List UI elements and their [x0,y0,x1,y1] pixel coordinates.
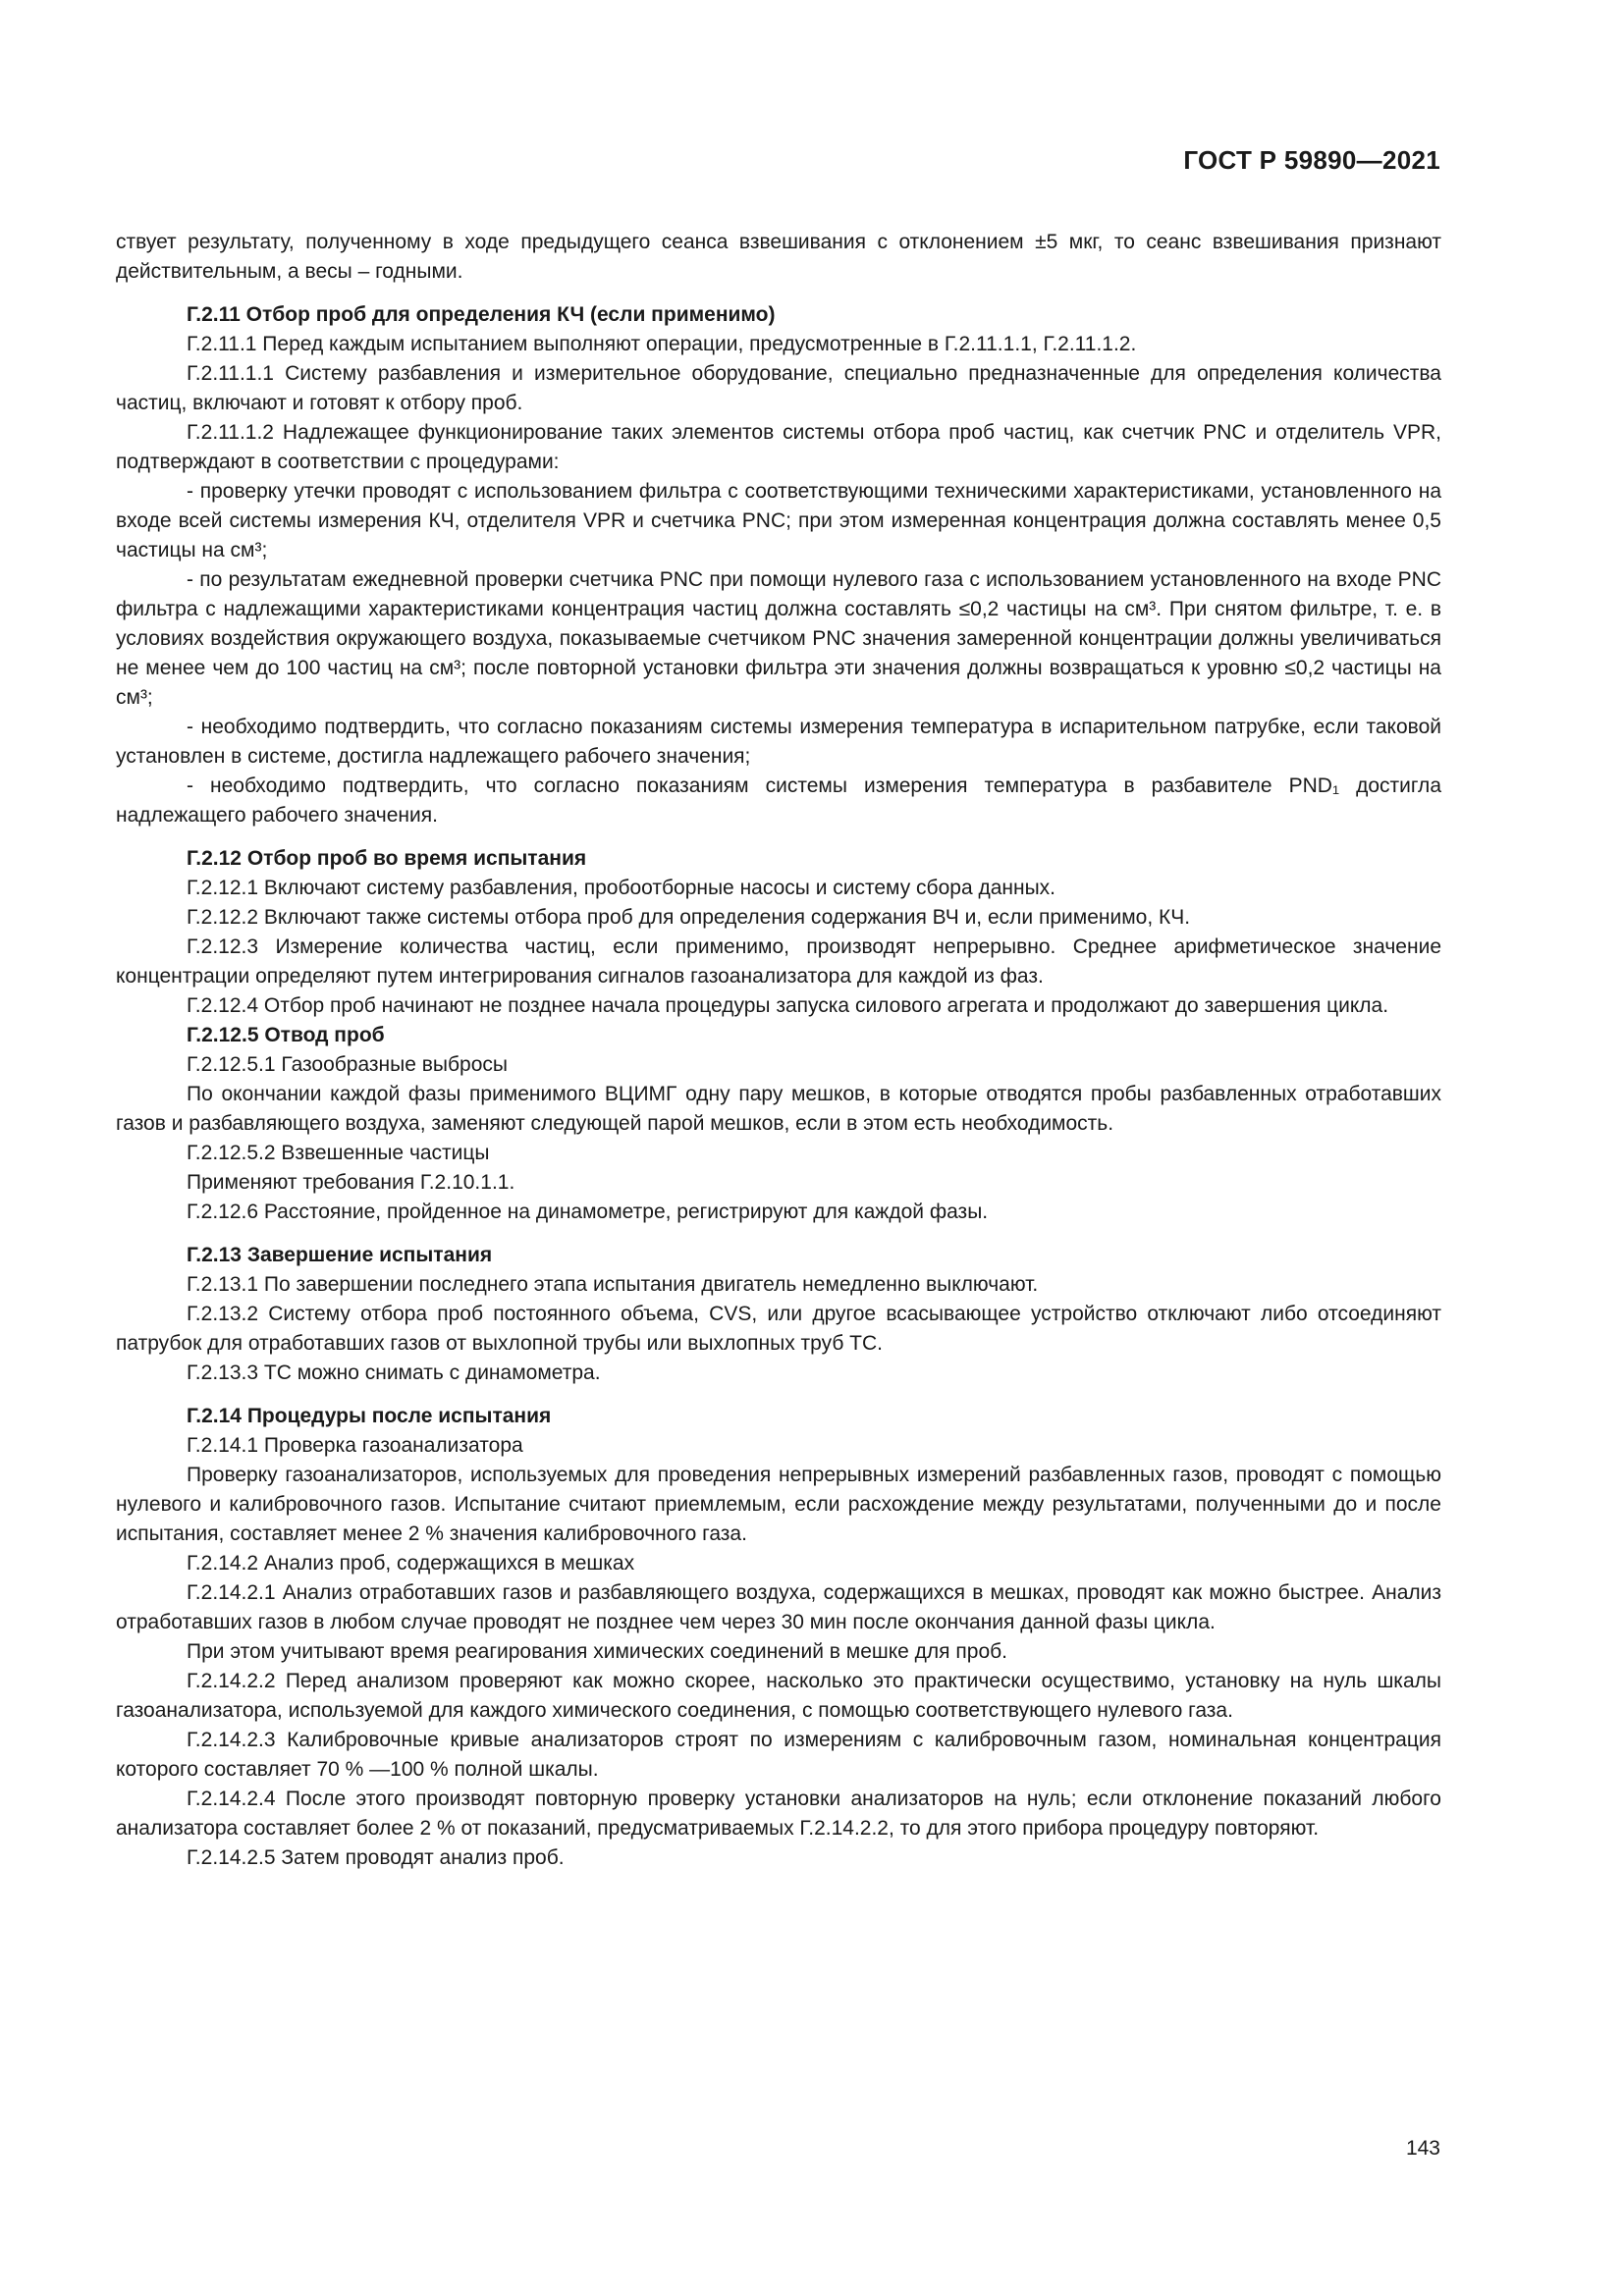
list-item: - проверку утечки проводят с использованием фильтра с соответствующими техническими характеристиками, установленного на входе всей системы измерения КЧ, отделителя VPR и счетчика PNC; при этом измеренная концентрация должна составлять менее 0,5 частицы на см³; [116,480,1441,561]
paragraph: Проверку газоанализаторов, используемых для проведения непрерывных измерений разбавленных газов, проводят с помощью нулевого и калибровочного газов. Испытание считают приемлемым, если расхождение между результатами, полученными до и после испытания, составляет менее 2 % значения калибровочного газа. [116,1464,1441,1545]
paragraph: Г.2.11.1.1 Систему разбавления и измерительное оборудование, специально предназначенные для определения количества частиц, включают и готовят к отбору проб. [116,362,1441,414]
paragraph: Г.2.12.5.1 Газообразные выбросы [187,1053,508,1076]
paragraph: Г.2.12.5.2 Взвешенные частицы [187,1142,490,1164]
list-item: - по результатам ежедневной проверки счетчика PNC при помощи нулевого газа с использованием установленного на входе PNC фильтра с надлежащими характеристиками концентрация частиц должна составлять ≤0,2 частицы на см³. При снятом фильтре, т. е. в условиях воздействия окружающего воздуха, показываемые счетчиком PNC значения замеренной концентрации должны увеличиваться не менее чем до 100 частиц на см³; после повторной установки фильтра эти значения должны возвращаться к уровню ≤0,2 частицы на см³; [116,568,1441,709]
paragraph: Г.2.11.1.2 Надлежащее функционирование таких элементов системы отбора проб частиц, как счетчик PNC и отделитель VPR, подтверждают в соответствии с процедурами: [116,421,1441,473]
section-heading-g2-12: Г.2.12 Отбор проб во время испытания [187,847,587,870]
paragraph: Г.2.12.1 Включают систему разбавления, пробоотборные насосы и систему сбора данных. [187,877,1056,899]
paragraph: Г.2.14.2.3 Калибровочные кривые анализаторов строят по измерениям с калибровочным газом, номинальная концентрация которого составляет 70 % —100 % полной шкалы. [116,1729,1441,1781]
list-item: - необходимо подтвердить, что согласно показаниям системы измерения температура в испарительном патрубке, если таковой установлен в системе, достигла надлежащего рабочего значения; [116,716,1441,768]
paragraph: Г.2.11.1 Перед каждым испытанием выполняют операции, предусмотренные в Г.2.11.1.1, Г.2.11.1.2. [187,333,1137,355]
body-text [116,228,1441,1873]
section-heading-g2-13: Г.2.13 Завершение испытания [187,1244,493,1266]
section-heading-g2-14: Г.2.14 Процедуры после испытания [187,1405,552,1427]
paragraph: Применяют требования Г.2.10.1.1. [187,1171,515,1194]
section-heading-g2-11: Г.2.11 Отбор проб для определения КЧ (если применимо) [187,303,776,326]
list-item: - необходимо подтвердить, что согласно показаниям системы измерения температура в разбавителе PND₁ достигла надлежащего рабочего значения. [116,774,1441,827]
paragraph: Г.2.12.3 Измерение количества частиц, если применимо, производят непрерывно. Среднее арифметическое значение концентрации определяют путем интегрирования сигналов газоанализатора для каждой из фаз. [116,935,1441,988]
paragraph: Г.2.14.2.5 Затем проводят анализ проб. [187,1846,565,1869]
paragraph: Г.2.12.6 Расстояние, пройденное на динамометре, регистрируют для каждой фазы. [187,1201,989,1223]
paragraph: Г.2.13.1 По завершении последнего этапа испытания двигатель немедленно выключают. [187,1273,1039,1296]
paragraph: Г.2.14.2.1 Анализ отработавших газов и разбавляющего воздуха, содержащихся в мешках, проводят как можно быстрее. Анализ отработавших газов в любом случае проводят не позднее чем через 30 мин после окончания данной фазы цикла. [116,1581,1441,1633]
page-number: 143 [1405,2137,1440,2160]
paragraph: Г.2.13.2 Систему отбора проб постоянного объема, CVS, или другое всасывающее устройство отключают либо отсоединяют патрубок для отработавших газов от выхлопной трубы или выхлопных труб ТС. [116,1303,1441,1355]
paragraph: Г.2.14.2.2 Перед анализом проверяют как можно скорее, насколько это практически осуществимо, установку на нуль шкалы газоанализатора, используемой для каждого химического соединения, с помощью соответствующего нулевого газа. [116,1670,1441,1722]
subsection-heading-g2-12-5: Г.2.12.5 Отвод проб [187,1024,385,1046]
paragraph: Г.2.14.1 Проверка газоанализатора [187,1434,523,1457]
paragraph: Г.2.12.2 Включают также системы отбора проб для определения содержания ВЧ и, если применимо, КЧ. [187,906,1191,929]
paragraph: Г.2.13.3 ТС можно снимать с динамометра. [187,1362,601,1384]
paragraph: Г.2.12.4 Отбор проб начинают не позднее начала процедуры запуска силового агрегата и продолжают до завершения цикла. [187,994,1389,1017]
paragraph: При этом учитывают время реагирования химических соединений в мешке для проб. [187,1640,1007,1663]
paragraph: Г.2.14.2.4 После этого производят повторную проверку установки анализаторов на нуль; если отклонение показаний любого анализатора составляет более 2 % от показаний, предусматриваемых Г.2.14.2.2, то для этого прибора процедуру повторяют. [116,1788,1441,1840]
paragraph-continuation: ствует результату, полученному в ходе предыдущего сеанса взвешивания с отклонением ±5 мкг, то сеанс взвешивания признают действительным, а весы – годными. [116,231,1441,283]
paragraph: По окончании каждой фазы применимого ВЦИМГ одну пару мешков, в которые отводятся пробы разбавленных отработавших газов и разбавляющего воздуха, заменяют следующей парой мешков, если в этом есть необходимость. [116,1083,1441,1135]
paragraph: Г.2.14.2 Анализ проб, содержащихся в мешках [187,1552,635,1575]
document-id: ГОСТ Р 59890—2021 [1183,145,1440,175]
